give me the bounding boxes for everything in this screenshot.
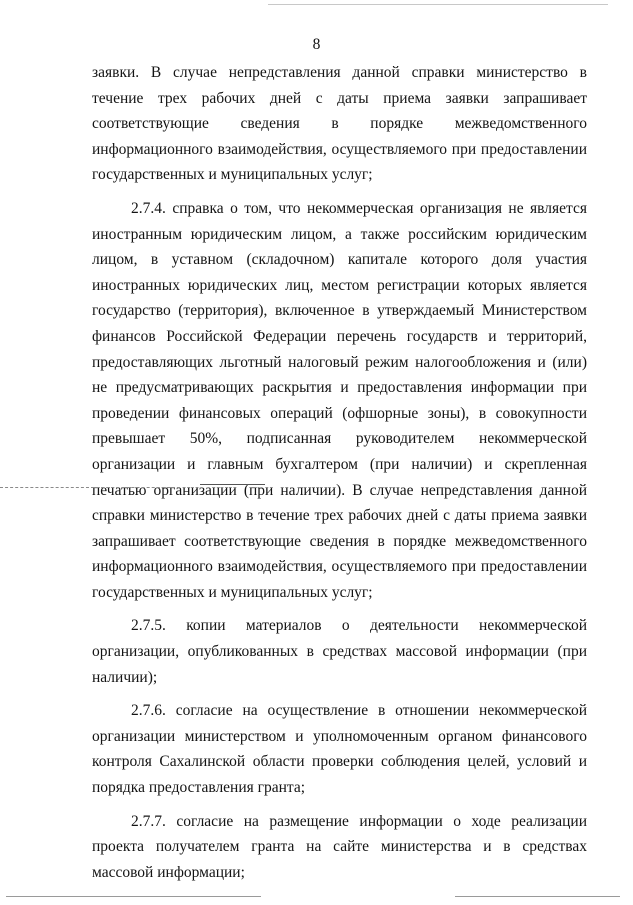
paragraph-2-7-6: 2.7.6. согласие на осуществление в отношении некоммерческой организации министерством и уполномоченным органом финансового контроля Сахалинской области проверки соблюдения целей, условий и порядка предоставления гранта; <box>92 702 587 797</box>
paragraph-continuation: заявки. В случае непредставления данной справки министерство в течение трех рабочих дней с даты приема заявки запрашивает соответствующие сведения в порядке межведомственного информационного взаимодействия, осуществляемого при предоставлении государственных и муниципальных услуг; <box>92 64 587 184</box>
paragraph-2-7-5: 2.7.5. копии материалов о деятельности некоммерческой организации, опубликованных в средствах массовой информации (при наличии); <box>92 617 587 686</box>
scan-bottom-edge-right <box>455 896 620 897</box>
scan-margin-mark <box>0 487 180 488</box>
scan-bottom-edge-left <box>6 896 261 897</box>
document-body <box>92 60 587 885</box>
scan-edge-line <box>268 4 608 5</box>
page-number: 8 <box>312 36 321 53</box>
paragraph-2-7-7: 2.7.7. согласие на размещение информации о ходе реализации проекта получателем гранта на сайте министерства и в средствах массовой информации; <box>92 812 587 881</box>
scan-strike-mark <box>200 484 265 485</box>
paragraph-2-7-4: 2.7.4. справка о том, что некоммерческая организация не является иностранным юридическим лицом, а также российским юридическим лицом, в уставном (складочном) капитале которого доля участия иностранных юридических лиц, местом регистрации которых является государство (территория), включенное в утверждаемый Министерством финансов Российской Федерации перечень государств и территорий, предоставляющих льготный налоговый режим налогообложения и (или) не предусматривающих раскрытия и предоставления информации при проведении финансовых операций (офшорные зоны), в совокупности превышает 50%, подписанная руководителем некоммерческой организации и главным бухгалтером (при наличии) и скрепленная печатью организации (при наличии). В случае непредставления данной справки министерство в течение трех рабочих дней с даты приема заявки запрашивает соответствующие сведения в порядке межведомственного информационного взаимодействия, осуществляемого при предоставлении государственных и муниципальных услуг; <box>92 199 587 601</box>
